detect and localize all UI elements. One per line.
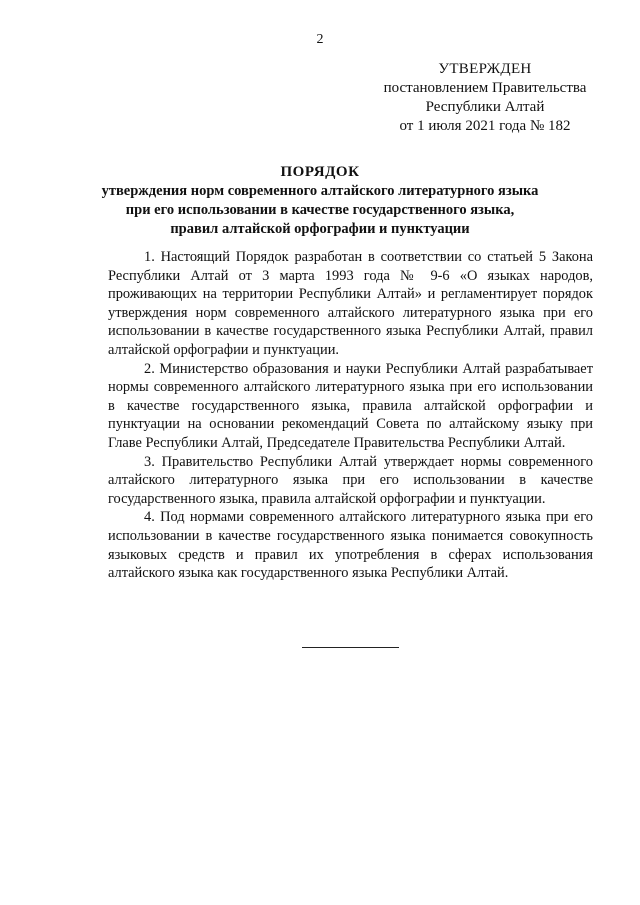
end-divider-line bbox=[302, 647, 399, 648]
approval-stamp-block bbox=[350, 60, 620, 136]
approval-line-resolution: постановлением Правительства bbox=[383, 80, 587, 96]
approval-line-republic: Республики Алтай bbox=[425, 99, 545, 115]
title-line-2: при его использовании в качестве государственного языка, bbox=[125, 202, 515, 218]
document-title bbox=[60, 163, 580, 239]
paragraph-4: 4. Под нормами современного алтайского литературного языка при его использовании в качестве государственного языка понимается совокупность языковых средств и правил их употребления в сферах использования алтайского языка как государственного языка Республики Алтай. bbox=[108, 509, 593, 582]
page-number: 2 bbox=[316, 32, 324, 47]
document-body bbox=[108, 248, 593, 583]
paragraph-1: 1. Настоящий Порядок разработан в соответствии со статьей 5 Закона Республики Алтай от 3 марта 1993 года № 9-6 «О языках народов, проживающих на территории Республики Алтай» и регламентирует порядок утверждения норм современного алтайского литературного языка при его использовании в качестве государственного языка Республики Алтай, правил алтайской орфографии и пунктуации. bbox=[108, 249, 593, 358]
paragraph-3: 3. Правительство Республики Алтай утверждает нормы современного алтайского литературного языка при его использовании в качестве государственного языка, правила алтайской орфографии и пунктуации. bbox=[108, 453, 593, 507]
title-line-1: утверждения норм современного алтайского литературного языка bbox=[101, 183, 539, 199]
approval-heading: УТВЕРЖДЕН bbox=[438, 61, 532, 77]
title-line-3: правил алтайской орфографии и пунктуации bbox=[170, 221, 470, 237]
paragraph-2: 2. Министерство образования и науки Республики Алтай разрабатывает нормы современного алтайского литературного языка при его использовании в качестве государственного языка, правила алтайской орфографии и пунктуации на основании рекомендаций Совета по алтайскому языку при Главе Республики Алтай, Председателе Правительства Республики Алтай. bbox=[108, 360, 593, 451]
approval-line-date: от 1 июля 2021 года № 182 bbox=[399, 118, 571, 134]
title-main: ПОРЯДОК bbox=[280, 164, 360, 180]
